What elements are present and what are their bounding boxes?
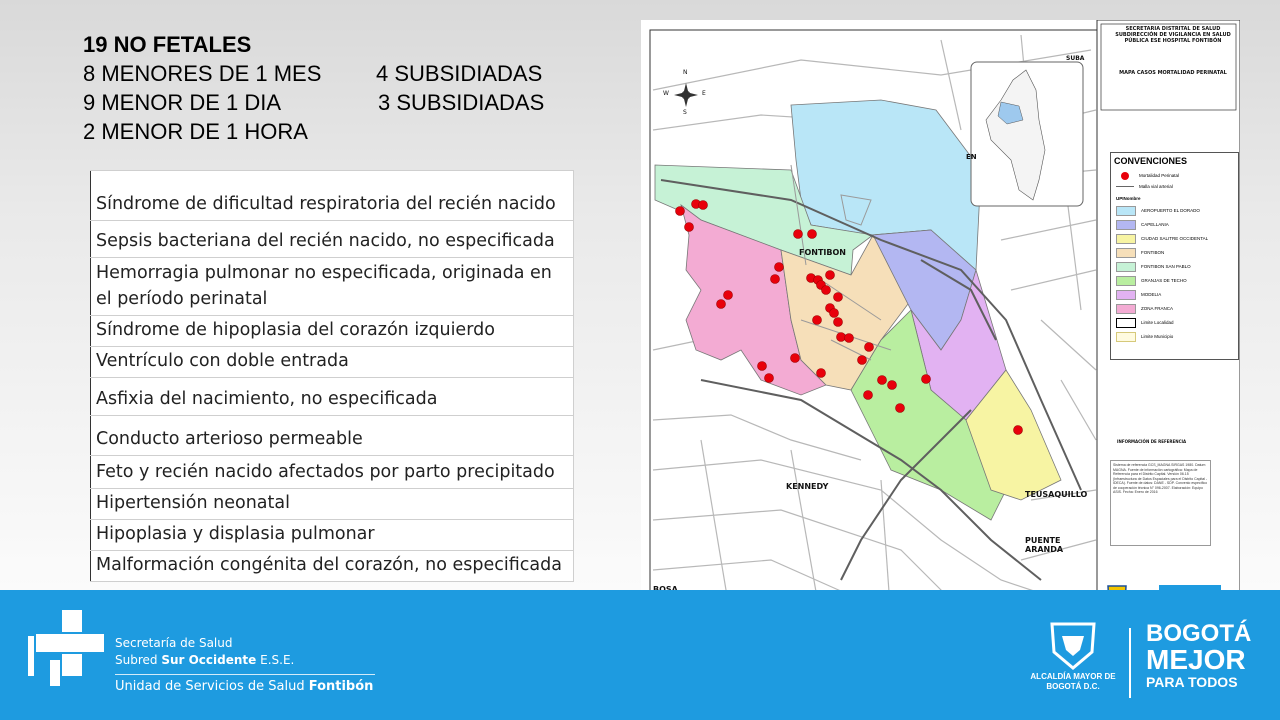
swatch-icon [1116, 234, 1136, 244]
map-header: SECRETARIA DISTRITAL DE SALUD SUBDIRECCIÓN DE VIGILANCIA EN SALUD PÚBLICA ESE HOSPITAL FONTIBÓN [1115, 26, 1231, 44]
line-icon [1116, 186, 1134, 187]
legend-item-limit [1116, 318, 1174, 328]
table-row [91, 258, 574, 316]
table-row [91, 456, 574, 489]
compass-e: E [702, 90, 706, 97]
table-row [91, 221, 574, 258]
swatch-icon [1116, 276, 1136, 286]
mortality-point [808, 230, 817, 239]
cause-cell: Asfixia del nacimiento, no especificada [91, 378, 574, 416]
swatch-icon [1116, 332, 1136, 342]
swatch-icon [1116, 290, 1136, 300]
cause-cell: Hemorragia pulmonar no especificada, originada en el período perinatal [91, 258, 574, 316]
place-label: TEUSAQUILLO [1025, 490, 1088, 499]
place-label: FONTIBON [799, 248, 846, 257]
mortality-point [865, 343, 874, 352]
cause-cell: Sepsis bacteriana del recién nacido, no especificada [91, 221, 574, 258]
table-row [91, 378, 574, 416]
unit-line [115, 679, 373, 694]
swatch-icon [1116, 206, 1136, 216]
summary-title: 19 NO FETALES [83, 32, 252, 57]
mortality-point [864, 391, 873, 400]
legend-item-upz [1116, 234, 1208, 244]
legend-label: GRANJAS DE TECHO [1141, 278, 1187, 284]
table-row [91, 416, 574, 456]
legend-item-upz [1116, 220, 1169, 230]
alcaldia-label: ALCALDÍA MAYOR DE BOGOTÁ D.C. [1030, 672, 1116, 691]
legend-label: Limite Localidad [1141, 320, 1174, 326]
bogota-line-3: PARA TODOS [1146, 674, 1238, 690]
legend-label: Malla vial arterial [1139, 184, 1173, 189]
mortality-point [775, 263, 784, 272]
mortality-point [896, 404, 905, 413]
cause-cell: Malformación congénita del corazón, no especificada [91, 551, 574, 582]
footer-divider [115, 674, 375, 675]
swatch-icon [1116, 248, 1136, 258]
swatch-icon [1116, 220, 1136, 230]
mortality-point [676, 207, 685, 216]
cause-cell: Síndrome de dificultad respiratoria del recién nacido [91, 171, 574, 221]
place-label: SUBA [1066, 55, 1085, 62]
conventions-box [1110, 152, 1239, 360]
summary-row-2 [83, 88, 545, 117]
mortality-point [724, 291, 733, 300]
legend-label: CAPELLANIA [1141, 222, 1169, 228]
bogota-line-1: BOGOTÁ [1146, 620, 1252, 647]
legend-item-limit [1116, 332, 1173, 342]
mortality-point [758, 362, 767, 371]
bogota-line-2: MEJOR [1146, 644, 1246, 675]
mortality-point [817, 369, 826, 378]
swatch-icon [1116, 304, 1136, 314]
mortality-point [765, 374, 774, 383]
table-row [91, 551, 574, 582]
mortality-point [834, 318, 843, 327]
legend-label: CIUDAD SALITRE OCCIDENTAL [1141, 236, 1209, 242]
summary-row-left: 8 MENORES DE 1 MES [83, 61, 322, 86]
place-label: PUENTE ARANDA [1025, 536, 1064, 554]
legend-label: FONTIBON SAN PABLO [1141, 264, 1191, 270]
compass-n: N [683, 69, 688, 76]
mortality-point [830, 309, 839, 318]
conventions-title: CONVENCIONES [1114, 156, 1188, 166]
compass-s: S [683, 109, 687, 116]
perinatal-mortality-map [641, 20, 1240, 628]
mortality-point [878, 376, 887, 385]
summary-row-right: 3 SUBSIDIADAS [378, 90, 545, 115]
cause-cell: Ventrículo con doble entrada [91, 347, 574, 378]
mortality-point [922, 375, 931, 384]
legend-label: FONTIBON [1141, 250, 1165, 256]
org-line-2-suffix: E.S.E. [256, 653, 295, 667]
org-line-2 [115, 653, 294, 667]
place-label: EN [966, 153, 977, 161]
footer-separator [1129, 628, 1131, 698]
cause-cell: Hipertensión neonatal [91, 489, 574, 520]
legend-label: Limite Municipio [1141, 334, 1174, 340]
org-line-2-bold: Sur Occidente [161, 653, 257, 667]
causes-table [90, 170, 574, 582]
legend-item-upz [1116, 248, 1164, 258]
legend-label: Mortalidad Perinatal [1139, 173, 1180, 178]
legend-item-upz [1116, 262, 1191, 272]
table-row [91, 316, 574, 347]
subred-logo-icon [28, 610, 106, 690]
bogota-brand [1146, 622, 1251, 690]
mortality-point [699, 201, 708, 210]
mortality-point [822, 286, 831, 295]
mortality-point [826, 271, 835, 280]
mortality-point [1014, 426, 1023, 435]
table-row [91, 520, 574, 551]
table-row [91, 171, 574, 221]
mortality-point [858, 356, 867, 365]
mortality-point [888, 381, 897, 390]
legend-label: AEROPUERTO EL DORADO [1141, 208, 1200, 214]
mortality-point [685, 223, 694, 232]
org-line-2-prefix: Subred [115, 653, 162, 667]
mortality-point [794, 230, 803, 239]
mortality-point [717, 300, 726, 309]
cause-cell: Hipoplasia y displasia pulmonar [91, 520, 574, 551]
table-row [91, 489, 574, 520]
mortality-point [834, 293, 843, 302]
upz-title: UPINombre [1116, 196, 1141, 201]
summary-row-3 [83, 117, 321, 146]
swatch-icon [1116, 318, 1136, 328]
unit-bold: Fontibón [308, 679, 374, 694]
legend-item-upz [1116, 304, 1173, 314]
mortality-point [771, 275, 780, 284]
summary-block [83, 30, 545, 146]
mortality-point [791, 354, 800, 363]
cause-cell: Feto y recién nacido afectados por parto precipitado [91, 456, 574, 489]
place-label: KENNEDY [786, 482, 829, 491]
cause-cell: Síndrome de hipoplasia del corazón izquierdo [91, 316, 574, 347]
org-line-1: Secretaría de Salud [115, 636, 233, 650]
legend-item-upz [1116, 276, 1187, 286]
map-legend-panel [1099, 20, 1240, 628]
cause-cell: Conducto arterioso permeable [91, 416, 574, 456]
reference-title: INFORMACIÓN DE REFERENCIA [1117, 439, 1187, 444]
alcaldia-shield-icon [1046, 622, 1100, 670]
summary-row-left: 9 MENOR DE 1 DIA [83, 90, 282, 115]
mortality-point [813, 316, 822, 325]
legend-label: MODELIA [1141, 292, 1162, 298]
summary-row-1 [83, 59, 543, 88]
legend-item-roads [1116, 182, 1173, 192]
reference-text: Sistema de referencia GCS_MAGNA SIRGAS 1980. Datum MAGNA. Fuente de información cartográfica: Mapa de Referencia para el Distrito Capital. Versión 06.15 (Infraestructura de Datos Espaciales para el Distrito Capital - IDECA). Fuente de datos: DANE - SDP. Convenio específico de cooperación técnica N° 096-2007. Elaboración: Equipo ASIS. Fecha: Enero de 2016 [1110, 460, 1211, 546]
legend-label: ZONA FRANCA [1141, 306, 1174, 312]
summary-row-left: 2 MENOR DE 1 HORA [83, 119, 308, 144]
map-title: MAPA CASOS MORTALIDAD PERINATAL [1119, 70, 1227, 76]
summary-row-right: 4 SUBSIDIADAS [376, 61, 543, 86]
compass-w: W [663, 90, 669, 97]
legend-item-upz [1116, 206, 1200, 216]
mortality-point [837, 333, 846, 342]
legend-item-upz [1116, 290, 1161, 300]
legend-item-mortality [1116, 171, 1179, 181]
red-dot-icon [1121, 172, 1129, 180]
table-row [91, 347, 574, 378]
unit-prefix: Unidad de Servicios de Salud [115, 679, 309, 694]
swatch-icon [1116, 262, 1136, 272]
mortality-point [845, 334, 854, 343]
